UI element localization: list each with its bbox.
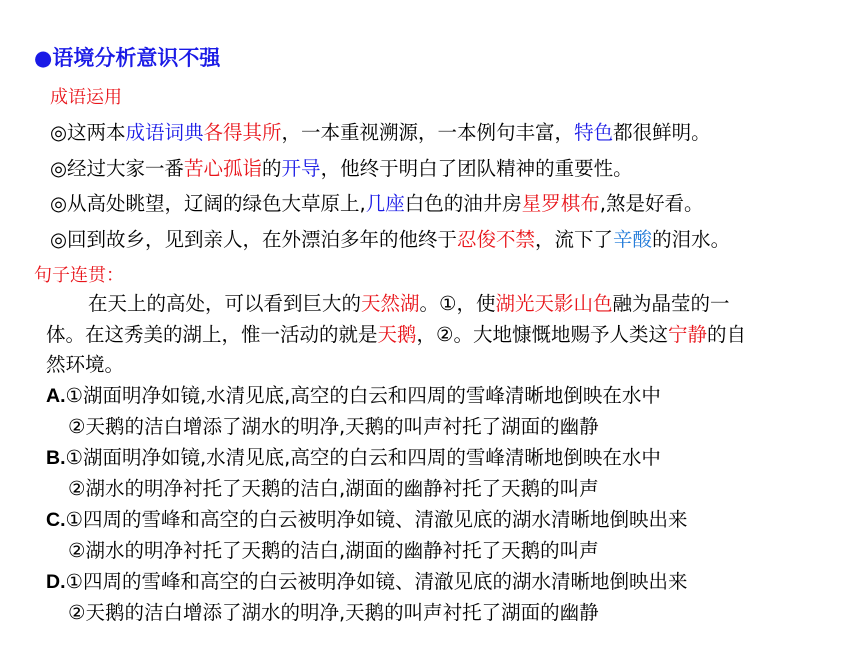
- highlighted-text: 苦心孤诣: [184, 157, 263, 180]
- section-title-text: 语境分析意识不强: [52, 46, 221, 70]
- option-text: ②湖水的明净衬托了天鹅的洁白,湖面的幽静衬托了天鹅的叫声: [68, 477, 599, 500]
- option-text: ①湖面明净如镜,水清见底,高空的白云和四周的雪峰清晰地倒映在水中: [65, 384, 661, 407]
- highlighted-text: 天然湖: [361, 292, 420, 315]
- item-text: ，一本重视溯源，一本例句丰富，: [281, 121, 575, 144]
- item-text: ◎经过大家一番: [50, 157, 185, 180]
- item-text: 的泪水。: [652, 228, 731, 251]
- passage-text: 在天上的高处，可以看到巨大的: [88, 292, 362, 315]
- option-text: ①四周的雪峰和高空的白云被明净如镜、清澈见底的湖水清晰地倒映出来: [65, 508, 688, 531]
- highlighted-text: 宁静: [668, 323, 708, 346]
- highlighted-text: 湖光天影山色: [495, 292, 613, 315]
- item-text: ◎这两本: [50, 121, 126, 144]
- option-letter: D.: [46, 571, 66, 593]
- option-letter: C.: [46, 509, 66, 531]
- passage-line: [46, 321, 746, 349]
- option-a-line2: [68, 413, 599, 441]
- passage-text: 然环境。: [46, 353, 125, 376]
- passage-text: ，②。大地慷慨地赐予人类这: [416, 323, 669, 346]
- item-text: 的: [262, 157, 282, 180]
- highlighted-text: 辛酸: [613, 228, 653, 251]
- passage-text: 。①，使: [419, 292, 496, 315]
- passage-text: 的自: [707, 323, 747, 346]
- item-text: ◎从高处眺望，辽阔的绿色大草原上,: [50, 192, 366, 215]
- option-b-line1: [46, 444, 661, 472]
- idiom-item: [50, 155, 633, 183]
- option-c-line2: [68, 537, 599, 565]
- option-d-line1: [46, 568, 687, 596]
- idiom-item: [50, 190, 703, 218]
- option-text: ②天鹅的洁白增添了湖水的明净,天鹅的叫声衬托了湖面的幽静: [68, 601, 599, 624]
- option-a-line1: [46, 382, 661, 410]
- item-text: ,煞是好看。: [599, 192, 704, 215]
- option-d-line2: [68, 599, 599, 627]
- option-text: ②湖水的明净衬托了天鹅的洁白,湖面的幽静衬托了天鹅的叫声: [68, 539, 599, 562]
- highlighted-text: 开导: [281, 157, 321, 180]
- item-text: ，他终于明白了团队精神的重要性。: [320, 157, 633, 180]
- item-text: 白色的油井房: [404, 192, 522, 215]
- passage-text: 融为晶莹的一: [612, 292, 730, 315]
- passage-line: [46, 351, 124, 379]
- option-letter: A.: [46, 385, 66, 407]
- option-letter: B.: [46, 447, 66, 469]
- section-title: [34, 44, 220, 72]
- option-text: ②天鹅的洁白增添了湖水的明净,天鹅的叫声衬托了湖面的幽静: [68, 415, 599, 438]
- highlighted-text: 星罗棋布: [521, 192, 600, 215]
- option-b-line2: [68, 475, 599, 503]
- option-c-line1: [46, 506, 687, 534]
- option-text: ①湖面明净如镜,水清见底,高空的白云和四周的雪峰清晰地倒映在水中: [65, 446, 661, 469]
- highlighted-text: 几座: [365, 192, 405, 215]
- idiom-item: [50, 226, 730, 254]
- passage-text: 体。在这秀美的湖上，惟一活动的就是: [46, 323, 378, 346]
- idiom-item: [50, 119, 711, 147]
- coherence-section-label: 句子连贯：: [34, 265, 124, 286]
- highlighted-text: 成语词典: [125, 121, 204, 144]
- highlighted-text: 天鹅: [377, 323, 417, 346]
- highlighted-text: 忍俊不禁: [457, 228, 536, 251]
- bullet-icon: ●: [34, 46, 53, 70]
- item-text: 都很鲜明。: [613, 121, 711, 144]
- option-text: ①四周的雪峰和高空的白云被明净如镜、清澈见底的湖水清晰地倒映出来: [65, 570, 688, 593]
- item-text: ，流下了: [535, 228, 614, 251]
- idiom-section-label: 成语运用: [50, 87, 122, 108]
- highlighted-text: 特色: [574, 121, 614, 144]
- passage-line: [88, 290, 730, 318]
- highlighted-text: 各得其所: [203, 121, 282, 144]
- item-text: ◎回到故乡，见到亲人，在外漂泊多年的他终于: [50, 228, 458, 251]
